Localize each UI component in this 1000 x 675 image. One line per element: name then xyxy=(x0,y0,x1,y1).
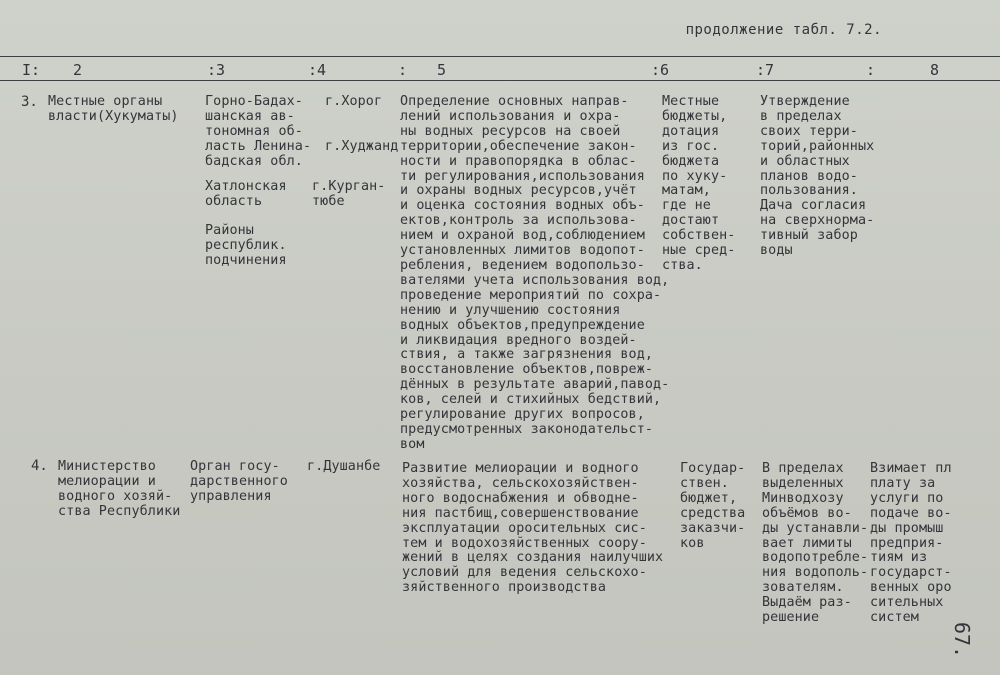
row-authority: Местные органы власти(Хукуматы) xyxy=(48,94,179,124)
row-funding: Местные бюджеты, дотация из гос. бюджета по хуку- матам, где не достают собствен- ные сред- ства. xyxy=(662,94,736,273)
row-city-kurgantube: г.Курган- тюбе xyxy=(312,179,386,209)
header-col-1: I: xyxy=(22,61,41,79)
header-col-3: :3 xyxy=(207,61,226,79)
header-col-6: :6 xyxy=(651,61,670,79)
row-funding: Государ- ствен. бюджет, средства заказчи- ков xyxy=(680,461,746,551)
row-city-list: г.Хорог г.Худжанд xyxy=(325,94,399,154)
row-region-khatlon: Хатлонская область xyxy=(205,179,287,209)
row-number: 4. xyxy=(31,458,48,474)
header-col-8: 8 xyxy=(930,61,940,79)
row-region-list: Горно-Бадах- шанская ав- тономная об- ласть Ленина- бадская обл. xyxy=(205,94,312,169)
table-continuation-caption: продолжение табл. 7.2. xyxy=(685,22,882,38)
row-authority: Министерство мелиорации и водного хозяй- ства Республики xyxy=(58,459,181,519)
header-sep-2: : xyxy=(866,61,876,79)
row-functions: Развитие мелиорации и водного хозяйства, сельскохозяйствен- ного водоснабжения и обводне- ния пастбищ,совершенствование эксплуатации оросительных сис- тем и водохозяйственных соору- жений в целях создания наилучших условий для ведения сельскохо- зяйственного производства xyxy=(402,461,664,596)
row-rights: Утверждение в пределах своих терри- торий,районных и областных планов водо- пользования. Дача согласия на сверхнорма- тивный забор воды xyxy=(760,94,875,259)
table-top-rule xyxy=(0,56,1000,57)
row-city: г.Душанбе xyxy=(307,459,381,474)
page-number: 67. xyxy=(949,621,974,659)
header-col-2: 2 xyxy=(73,61,83,79)
row-districts: Районы республик. подчинения xyxy=(205,223,287,268)
header-col-7: :7 xyxy=(756,61,775,79)
header-bottom-rule xyxy=(0,80,1000,81)
header-col-4: :4 xyxy=(308,61,327,79)
row-rights: В пределах выделенных Минводхозу объёмов во- ды устанавли- вает лимиты водопотребле- ния водополь- зователям. Выдаём раз- решение xyxy=(762,461,869,626)
header-sep: : xyxy=(398,61,408,79)
row-functions: Определение основных направ- лений использования и охра- ны водных ресурсов на своей территории,обеспечение закон- ности и правопорядка в облас- ти регулирования,использования и охраны водных ресурсов,учёт и оценка состояния водных объ- ектов,контроль за использова- нием и охраной вод,соблюдением установленных лимитов водопот- ребления, ведением водопользо- вателями учета использования вод, проведение мероприятий по сохра- нению и улучшению состояния водных объектов,предупреждение и ликвидация вредного воздей- ствия, а также загрязнения вод, восстановление объектов,повреж- дённых в результате аварий,павод- ков, селей и стихийных бедствий, регулирование других вопросов, предусмотренных законодательст- вом xyxy=(400,94,670,452)
row-organ-type: Орган госу- дарственного управления xyxy=(190,459,288,504)
row-fees: Взимает пл плату за услуги по подаче во- ды промыш предприя- тиям из государст- венных оро сительных систем xyxy=(870,461,952,626)
header-col-5: 5 xyxy=(437,61,447,79)
row-number: 3. xyxy=(21,94,38,110)
